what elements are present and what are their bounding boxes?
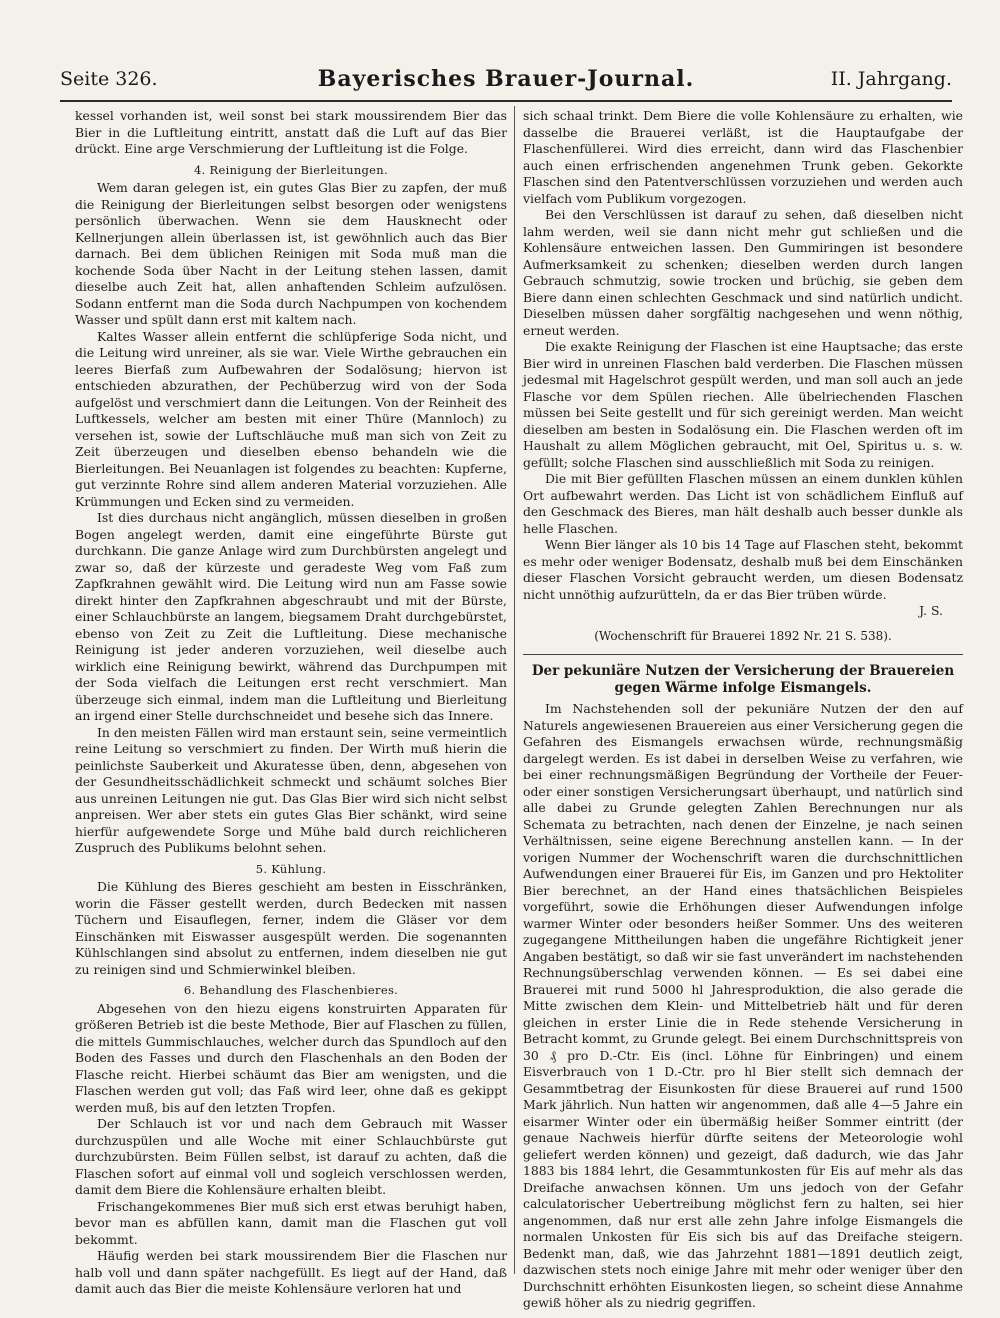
left-column bbox=[75, 108, 507, 1296]
paragraph: Die mit Bier gefüllten Flaschen müssen an einem dunklen kühlen Ort aufbewahrt werden. Das Licht ist von schädlichem Einfluß auf den Geschmack des Bieres, man hält deshalb auch besser dunkle als helle Flaschen. bbox=[523, 471, 963, 536]
paragraph: Frischangekommenes Bier muß sich erst etwas beruhigt haben, bevor man es abfüllen kann, damit man die Flaschen gut voll bekommt. bbox=[75, 1198, 507, 1247]
paragraph: In den meisten Fällen wird man erstaunt sein, seine vermeintlich reine Leitung so verschmiert zu finden. Der Wirth muß hierin die peinlichste Sauberkeit und Akuratesse üben, denn, abgesehen von der Gesundheitsschädlichkeit schmeckt und schäumt solches Bier aus unreinen Leitungen nie gut. Das Glas Bier wird sich nicht selbst anpreisen. Wer aber stets ein gutes Glas Bier schänkt, wird seine hierfür aufgewendete Sorge und Mühe bald durch reichlicheren Zuspruch des Publikums belohnt sehen. bbox=[75, 724, 507, 855]
article-separator bbox=[523, 654, 963, 655]
paragraph: Ist dies durchaus nicht angänglich, müssen dieselben in großen Bogen angelegt werden, damit eine eingeführte Bürste gut durchkann. Die ganze Anlage wird zum Durchbürsten angelegt und zwar so, daß der kürzeste und geradeste Weg vom Faß zum Zapfkrahnen gewählt wird. Die Leitung wird nun am Fasse sowie direkt hinter den Zapfkrahnen abgeschraubt und mit der Bürste, einer Schlauchbürste an langem, biegsamem Draht durchgebürstet, ebenso von Zeit zu Zeit die Luftleitung. Diese mechanische Reinigung ist jeder anderen vorzuziehen, weil dieselbe auch wirklich eine Reinigung bewirkt, während das Durchpumpen mit der Soda vielfach die Leitungen erst recht verschmiert. Man überzeuge sich einmal, indem man die Luftleitung und Bierleitung an irgend einer Stelle durchschneidet und besehe sich das Innere. bbox=[75, 510, 507, 723]
paragraph: Häufig werden bei stark moussirendem Bier die Flaschen nur halb voll und dann später nachgefüllt. Es liegt auf der Hand, daß damit auch das Bier die meiste Kohlensäure verloren hat und bbox=[75, 1248, 507, 1296]
section-heading: 6. Behandlung des Flaschenbieres. bbox=[183, 983, 399, 997]
paragraph: Kaltes Wasser allein entfernt die schlüpferige Soda nicht, und die Leitung wird unreiner, als sie war. Viele Wirthe gebrauchen ein leeres Bierfaß zum Aufbewahren der Sodalösung; hiervon ist entschieden abzurathen, der Pechüberzug wird von der Soda aufgelöst und verschmiert dann die Leitungen. Von der Reinheit des Luftkessels, welcher am besten mit einer Thüre (Mannloch) zu versehen ist, sowie der Luftschläuche muß man sich von Zeit zu Zeit überzeugen und dieselben ebenso behandeln wie die Bierleitungen. Bei Neuanlagen ist folgendes zu beachten: Kupferne, gut verzinnte Rohre sind allem anderen Material vorzuziehen. Alle Krümmungen und Ecken sind zu vermeiden. bbox=[75, 328, 507, 509]
page-number: Seite 326. bbox=[60, 68, 158, 90]
volume-label: II. Jahrgang. bbox=[830, 68, 952, 90]
section-heading: 4. Reinigung der Bierleitungen. bbox=[194, 162, 388, 177]
paragraph: Wenn Bier länger als 10 bis 14 Tage auf Flaschen steht, bekommt es mehr oder weniger Bodensatz, deshalb muß bei dem Einschänken dieser Flaschen Vorsicht gebraucht werden, um diesen Bodensatz nicht unnöthig aufzurütteln, da er das Bier trüben würde. bbox=[523, 537, 963, 602]
right-column bbox=[523, 108, 963, 1310]
page-header bbox=[60, 66, 952, 102]
paragraph: sich schaal trinkt. Dem Biere die volle Kohlensäure zu erhalten, wie dasselbe die Brauerei verläßt, ist die Hauptaufgabe der Flaschenfüllerei. Wird dies erreicht, dann wird das Flaschenbier auch einen erfrischenden angenehmen Trunk geben. Gekorkte Flaschen sind den Patentverschlüssen vorzuziehen und werden auch vielfach vom Publikum vorgezogen. bbox=[523, 108, 963, 206]
paragraph: Im Nachstehenden soll der pekuniäre Nutzen der den auf Naturels angewiesenen Brauereien aus einer Versicherung gegen die Gefahren des Eismangels erwachsen würde, rechnungsmäßig dargelegt werden. Es ist dabei in derselben Weise zu verfahren, wie bei einer rechnungsmäßigen Begründung der Vortheile der Feuer- oder einer sonstigen Versicherungsart überhaupt, und natürlich sind alle dabei zu Grunde gelegten Zahlen Berechnungen nur als Schemata zu betrachten, nach denen der Einzelne, je nach seinen Verhältnissen, seine eigene Berechnung anstellen kann. — In der vorigen Nummer der Wochenschrift waren die durchschnittlichen Aufwendungen einer Brauerei für Eis, im Ganzen und pro Hektoliter Bier berechnet, an der Hand eines thatsächlichen Beispieles vorgeführt, sowie die Erhöhungen dieser Aufwendungen infolge warmer Winter oder besonders heißer Sommer. Uns des weiteren zugegangene Mittheilungen haben die ungefähre Richtigkeit jener Angaben bestätigt, so daß wir sie fast unverändert im nachstehenden Rechnungsüberschlag verwenden können. — Es sei dabei eine Brauerei mit rund 5000 hl Jahresproduktion, die also gerade die Mitte zwischen dem Klein- und Mittelbetrieb hält und für deren gleichen in erster Linie die in Rede stehende Versicherung in Betracht kommt, zu Grunde gelegt. Bei einem Durchschnittspreis von 30 ₰ pro D.-Ctr. Eis (incl. Löhne für Einbringen) und einem Eisverbrauch von 1 D.-Ctr. pro hl Bier stellt sich demnach der Gesammtbetrag der Eisunkosten für diese Brauerei auf rund 1500 Mark jährlich. Nun hatten wir angenommen, daß alle 4—5 Jahre ein eisarmer Winter oder ein übermäßig heißer Sommer eintritt (der genaue Nachweis hierfür dürfte seitens der Meteorologie wohl geliefert werden können) und gezeigt, daß dadurch, wie das Jahr 1883 bis 1884 lehrt, die Gesammtunkosten für Eis auf mehr als das Dreifache anwachsen können. Um uns jedoch von der Gefahr calculatorischer Uebertreibung möglichst fern zu halten, sei hier angenommen, daß nur erst alle zehn Jahre infolge Eismangels die normalen Unkosten für Eis sich bis auf das Dreifache steigern. Bedenkt man, daß, wie das Jahrzehnt 1881—1891 deutlich zeigt, dazwischen stets noch einige Jahre mit mehr oder weniger über den Durchschnitt erhöhten Eisunkosten liegen, so scheint diese Annahme gewiß höher als zu niedrig gegriffen. bbox=[523, 701, 963, 1310]
section-heading: 5. Kühlung. bbox=[255, 861, 327, 876]
paragraph: kessel vorhanden ist, weil sonst bei stark moussirendem Bier das Bier in die Luftleitung eintritt, anstatt daß die Luft auf das Bier drückt. Eine arge Verschmierung der Luftleitung ist die Folge. bbox=[75, 108, 507, 156]
paragraph: Wem daran gelegen ist, ein gutes Glas Bier zu zapfen, der muß die Reinigung der Bierleitungen selbst besorgen oder wenigstens persönlich überwachen. Wenn sie dem Hausknecht oder Kellnerjungen allein überlassen ist, ist gewöhnlich auch das Bier darnach. Bei dem üblichen Reinigen mit Soda muß man die kochende Soda über Nacht in der Leitung stehen lassen, damit dieselbe auch Zeit hat, allen anhaftenden Schleim aufzulösen. Sodann entfernt man die Soda durch Nachpumpen von kochendem Wasser und spült dann erst mit kaltem nach. bbox=[75, 180, 507, 327]
paragraph: Abgesehen von den hiezu eigens konstruirten Apparaten für größeren Betrieb ist die beste Methode, Bier auf Flaschen zu füllen, die mittels Gummischlauches, welcher durch das Spundloch auf den Boden des Fasses und durch den Flaschenhals an den Boden der Flasche reicht. Hierbei schäumt das Bier am wenigsten, und die Flaschen werden gut voll; das Faß wird leer, ohne daß es gekippt werden muß, bis auf den letzten Tropfen. bbox=[75, 1000, 507, 1115]
paragraph: Der Schlauch ist vor und nach dem Gebrauch mit Wasser durchzuspülen und alle Woche mit einer Schlauchbürste gut durchzubürsten. Beim Füllen selbst, ist darauf zu achten, daß die Flaschen sofort auf einmal voll und sogleich verschlossen werden, damit dem Biere die Kohlensäure erhalten bleibt. bbox=[75, 1116, 507, 1197]
article-title: Der pekuniäre Nutzen der Versicherung der Brauereien gegen Wärme infolge Eismangels. bbox=[531, 663, 955, 696]
column-divider bbox=[514, 106, 515, 1274]
paragraph: Bei den Verschlüssen ist darauf zu sehen, daß dieselben nicht lahm werden, weil sie dann nicht mehr gut schließen und die Kohlensäure entweichen lassen. Den Gummiringen ist besondere Aufmerksamkeit zu schenken; dieselben werden durch langen Gebrauch schmutzig, sowie trocken und brüchig, sie geben dem Biere dann einen schlechten Geschmack und sind natürlich undicht. Dieselben müssen daher sorgfältig nachgesehen und wenn nöthig, erneut werden. bbox=[523, 207, 963, 338]
author-signature: J. S. bbox=[919, 603, 943, 618]
paragraph: Die Kühlung des Bieres geschieht am besten in Eisschränken, worin die Fässer gestellt werden, durch Bedecken mit nassen Tüchern und Eisauflegen, ferner, indem die Gläser vor dem Einschänken mit Eiswasser ausgespült werden. Die sogenannten Kühlschlangen sind absolut zu entfernen, indem dieselben nie gut zu reinigen sind und Schmierwinkel bleiben. bbox=[75, 879, 507, 977]
source-citation: (Wochenschrift für Brauerei 1892 Nr. 21 S. 538). bbox=[594, 628, 892, 643]
paragraph: Die exakte Reinigung der Flaschen ist eine Hauptsache; das erste Bier wird in unreinen Flaschen bald verderben. Die Flaschen müssen jedesmal mit Hagelschrot gespült werden, und man soll auch an jede Flasche vor dem Spülen riechen. Alle übelriechenden Flaschen müssen bei Seite gestellt und für sich gereinigt werden. Man weicht dieselben am besten in Sodalösung ein. Die Flaschen werden oft im Haushalt zu allem Möglichen gebraucht, mit Oel, Spiritus u. s. w. gefüllt; solche Flaschen sind ausschließlich mit Soda zu reinigen. bbox=[523, 339, 963, 470]
journal-title: Bayerisches Brauer-Journal. bbox=[317, 66, 695, 92]
